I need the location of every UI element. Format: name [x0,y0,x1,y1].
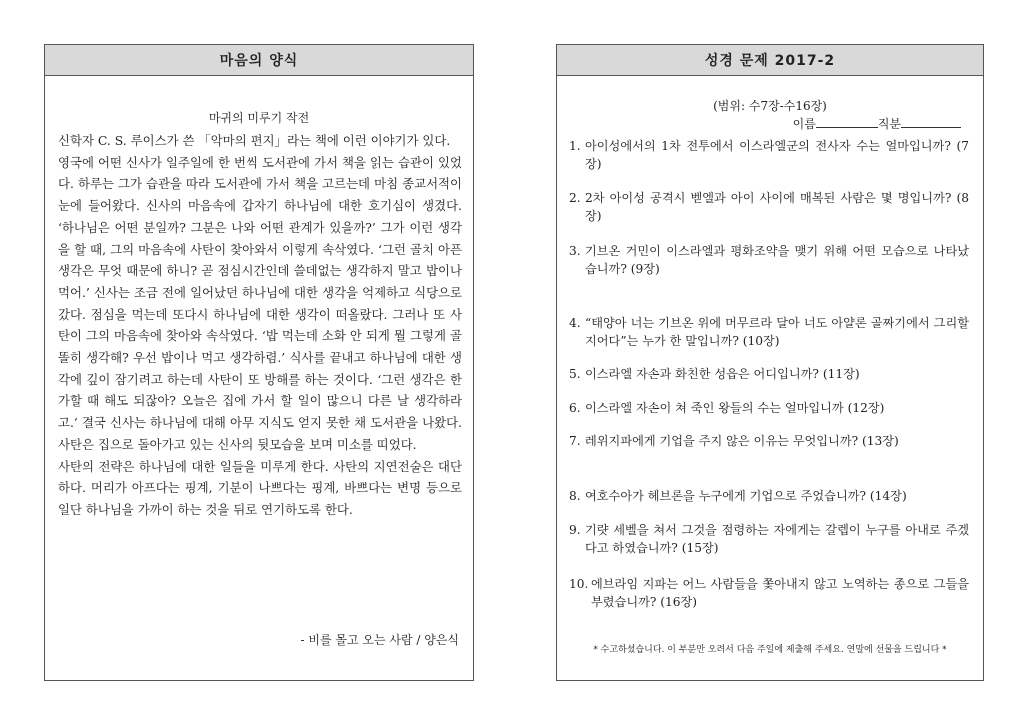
question-item [569,365,969,383]
question-text: 기럇 세벨을 쳐서 그것을 점령하는 자에게는 갈렙이 누구를 아내로 주겠다고 하였습니까? (15장) [585,523,969,555]
essay-body [58,130,462,521]
essay-byline: - 비를 몰고 오는 사람 / 양은식 [300,633,459,647]
name-position-row [557,115,961,132]
question-text: 기브온 거민이 이스라엘과 평화조약을 맺기 위해 어떤 모습으로 나타났습니까? (9장) [585,244,969,276]
question-text: 레위지파에게 기업을 주지 않은 이유는 무엇입니까? (13장) [585,434,899,448]
question-number: 1. [569,139,581,153]
question-text: 이스라엘 자손과 화친한 성읍은 어디입니까? (11장) [585,367,860,381]
question-number: 8. [569,489,581,503]
essay-paragraph: 영국에 어떤 신사가 일주일에 한 번씩 도서관에 가서 책을 읽는 습관이 있었다. 하루는 그가 습관을 따라 도서관에 가서 책을 고르는데 마침 종교서적이 눈에 들어왔다. 신사의 마음속에 갑자기 하나님에 대한 호기심이 생겼다. ‘하나님은 어떤 분일까? 그분은 나와 어떤 관계가 있을까?’ 그가 이런 생각을 할 때, 그의 마음속에 사탄이 찾아와서 이렇게 속삭였다. ‘그런 골치 아픈 생각은 무엇 때문에 하니? 곧 점심시간인데 쓸데없는 생각하지 말고 밥이나 먹어.’ 신사는 조금 전에 일어났던 하나님에 대한 생각을 억제하고 식당으로 갔다. 점심을 먹는데 또다시 하나님에 대한 생각이 떠올랐다. 그러나 또 사탄이 그의 마음속에 찾아와 속삭였다. ‘밥 먹는데 소화 안 되게 뭘 그렇게 골똘히 생각해? 우선 밥이나 먹고 생각하렴.’ 식사를 끝내고 하나님에 대한 생각에 깊이 잠기려고 하는데 사탄이 또 방해를 하는 것이다. ‘그런 생각은 한가할 때 해도 되잖아? 오늘은 집에 가서 할 일이 많으니 다른 날 생각하라고.’ 결국 신사는 하나님에 대해 아무 지식도 얻지 못한 채 도서관을 나왔다. 사탄은 집으로 돌아가고 있는 신사의 뒷모습을 보며 미소를 띠었다. [58,154,462,452]
question-number: 7. [569,434,581,448]
essay-paragraph: 신학자 C. S. 루이스가 쓴 「악마의 편지」라는 책에 이런 이야기가 있다. [58,133,451,148]
question-text: “태양아 너는 기브온 위에 머무르라 달아 너도 아얄론 골짜기에서 그리할지어다”는 누가 한 말입니까? (10장) [585,316,969,348]
position-blank [901,115,961,128]
essay-paragraph: 사탄의 전략은 하나님에 대한 일들을 미루게 한다. 사탄의 지연전술은 대단하다. 머리가 아프다는 핑계, 기분이 나쁘다는 핑계, 바쁘다는 변명 등으로 일단 하나님을 가까이 하는 것을 뒤로 연기하도록 한다. [58,458,462,517]
quiz-panel [556,44,984,681]
name-blank [816,115,878,128]
question-number: 6. [569,401,581,415]
question-number: 5. [569,367,581,381]
question-text: 2차 아이성 공격시 벧엘과 아이 사이에 매복된 사람은 몇 명입니까? (8장) [585,191,969,223]
question-number: 4. [569,316,581,330]
name-label: 이름 [792,117,816,131]
question-item [569,242,969,278]
position-label: 직분 [877,117,901,131]
question-item [569,487,969,505]
question-item [569,137,969,173]
question-text: 아이성에서의 1차 전투에서 이스라엘군의 전사자 수는 얼마입니까? (7장) [585,139,969,171]
question-text: 여호수아가 헤브론을 누구에게 기업으로 주었습니까? (14장) [585,489,907,503]
question-item [569,521,969,557]
quiz-range: (범위: 수7장-수16장) [713,99,827,113]
question-number: 9. [569,523,581,537]
question-number: 3. [569,244,581,258]
quiz-footer-note: * 수고하셨습니다. 이 부분만 오려서 다음 주일에 제출해 주세요. 연말에 선물을 드립니다 * [593,645,947,655]
devotional-header: 마음의 양식 [45,45,473,76]
devotional-panel [44,44,474,681]
question-text: 이스라엘 자손이 쳐 죽인 왕들의 수는 얼마입니까 (12장) [585,401,885,415]
question-number: 2. [569,191,581,205]
question-item [569,399,969,417]
quiz-header: 성경 문제 2017-2 [557,45,983,76]
question-text: 에브라임 지파는 어느 사람들을 쫓아내지 않고 노역하는 종으로 그들을 부렸습니까? (16장) [591,577,969,609]
question-item [569,575,969,611]
essay-title: 마귀의 미루기 작전 [208,111,310,125]
question-item [569,432,969,450]
question-item [569,314,969,350]
question-number: 10. [569,577,589,591]
question-item [569,189,969,225]
